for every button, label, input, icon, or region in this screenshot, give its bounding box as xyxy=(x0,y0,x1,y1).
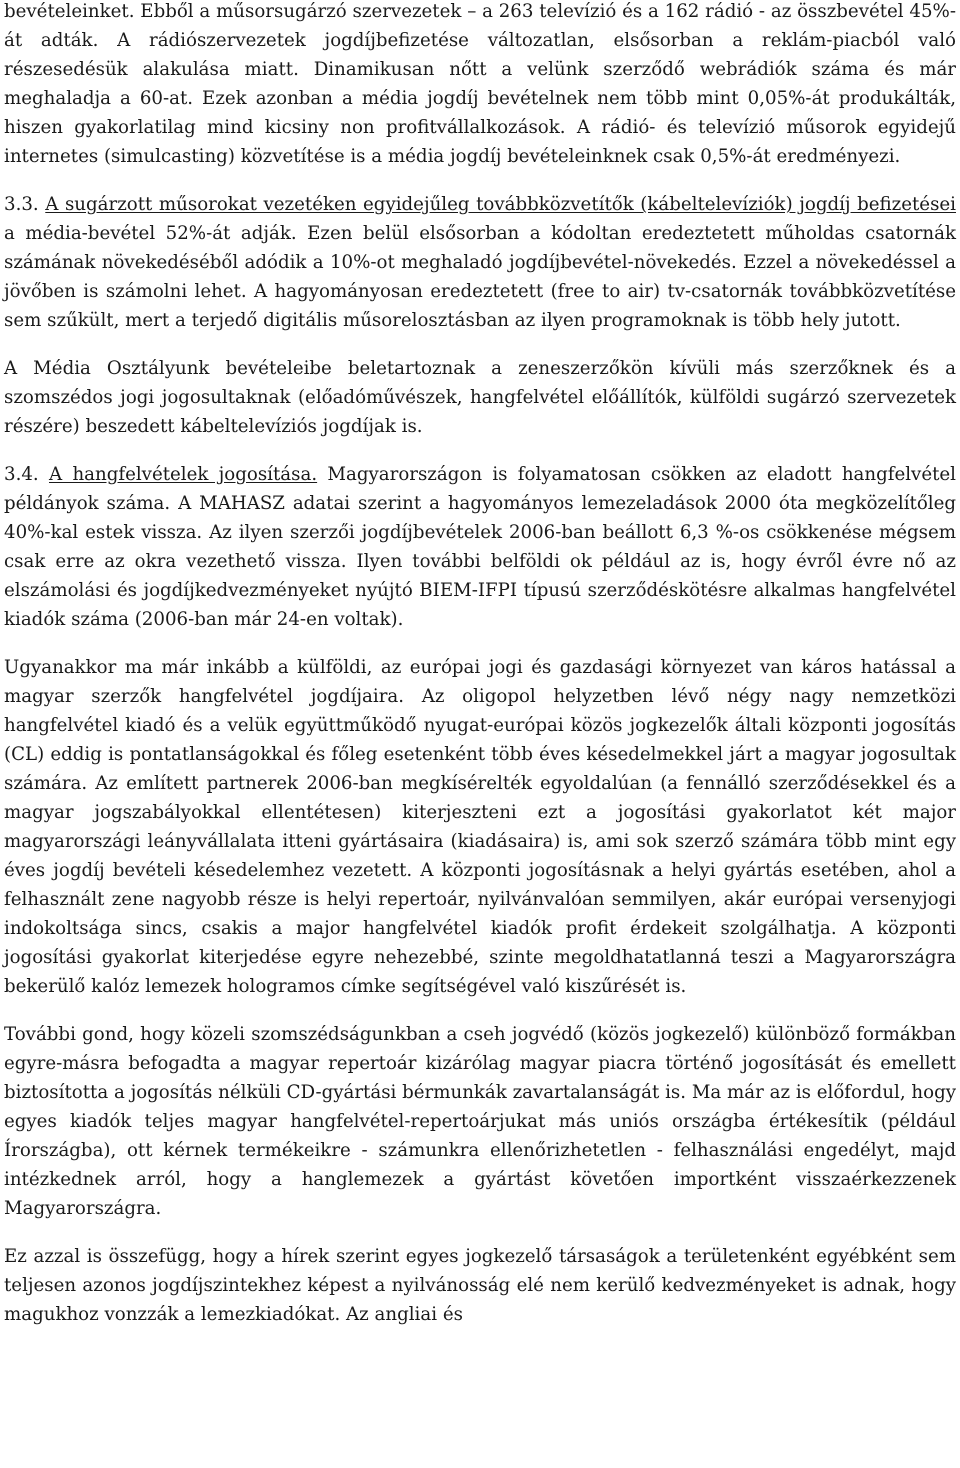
section-number-3-4: 3.4. xyxy=(4,464,39,485)
section-number-3-3: 3.3. xyxy=(4,194,39,215)
paragraph-text: a média-bevétel 52%-át adják. Ezen belül elsősorban a kódoltan eredeztetett műholdas csatornák számának növekedéséből adódik a 10%-ot meghaladó jogdíjbevétel-növekedés. Ezzel a növekedéssel a jövőben is számolni lehet. A hagyományosan eredeztetett (free to air) tv-csatornák továbbközvetítése sem szűkült, mert a terjedő digitális műsorelosztásban az ilyen programoknak is több hely jutott. xyxy=(4,223,956,331)
paragraph-section-3-3 xyxy=(4,190,956,335)
paragraph-media-department: A Média Osztályunk bevételeibe beletartoznak a zeneszerzőkön kívüli más szerzőknek és a szomszédos jogi jogosultaknak (előadóművészek, hangfelvétel előállítók, külföldi sugárzó szervezetek részére) beszedett kábeltelevíziós jogdíjak is. xyxy=(4,358,956,437)
document-page xyxy=(4,0,956,1348)
paragraph-media-income: bevételeinket. Ebből a műsorsugárzó szervezetek – a 263 televízió és a 162 rádió - az összbevétel 45%-át adták. A rádiószervezetek jogdíjbefizetése változatlan, elsősorban a reklám-piacból való részesedésük alakulása miatt. Dinamikusan nőtt a velünk szerződő webrádiók száma és már meghaladja a 60-at. Ezek azonban a média jogdíj bevételnek nem több mint 0,05%-át produkálták, hiszen gyakorlatilag mind kicsiny non profitvállalkozások. A rádió- és televízió műsorok egyidejű internetes (simulcasting) közvetítése is a média jogdíj bevételeinknek csak 0,5%-át eredményezi. xyxy=(4,1,956,167)
paragraph-section-3-4 xyxy=(4,460,956,634)
section-heading-cable: A sugárzott műsorokat vezetéken egyidejűleg továbbközvetítők (kábeltelevíziók) jogdíj befizetései xyxy=(45,194,956,215)
section-heading-recordings: A hangfelvételek jogosítása. xyxy=(49,464,318,485)
paragraph-czech-collecting: További gond, hogy közeli szomszédságunkban a cseh jogvédő (közös jogkezelő) különböző formákban egyre-másra befogadta a magyar repertoár kizárólag magyar piacra történő jogosítását és emellett biztosította a jogosítás nélküli CD-gyártási bérmunkák zavartalanságát is. Ma már az is előfordul, hogy egyes kiadók teljes magyar hangfelvétel-repertoárjukat más uniós országba értékesítik (például Írországba), ott kérnek termékeikre - számunkra ellenőrizhetetlen - felhasználási engedélyt, majd intézkednek arról, hogy a hanglemezek a gyártást követően importként visszaérkezzenek Magyarországra. xyxy=(4,1024,956,1219)
paragraph-foreign-environment: Ugyanakkor ma már inkább a külföldi, az európai jogi és gazdasági környezet van káros hatással a magyar szerzők hangfelvétel jogdíjaira. Az oligopol helyzetben lévő négy nagy nemzetközi hangfelvétel kiadó és a velük együttműködő nyugat-európai közös jogkezelők általi központi jogosítás (CL) eddig is pontatlanságokkal és főleg esetenként több éves késedelmekkel járt a magyar jogosultak számára. Az említett partnerek 2006-ban megkísérelték egyoldalúan (a fennálló szerződésekkel és a magyar jogszabályokkal ellentétesen) kiterjeszteni ezt a jogosítási gyakorlatot két major magyarországi leányvállalata itteni gyártásaira (kiadásaira) is, ami sok szerző számára több mint egy éves jogdíj bevételi késedelemhez vezetett. A központi jogosításnak a helyi gyártás esetében, ahol a felhasznált zene nagyobb része is helyi repertoár, nyilvánvalóan semmilyen, akár európai versenyjogi indokoltsága sincs, csakis a major hangfelvétel kiadók profit érdekeit szolgálhatja. A központi jogosítási gyakorlat kiterjedése egyre nehezebbé, szinte megoldhatatlanná teszi a Magyarországra bekerülő kalóz lemezek hologramos címke segítségével való kiszűrését is. xyxy=(4,657,956,997)
paragraph-discounts: Ez azzal is összefügg, hogy a hírek szerint egyes jogkezelő társaságok a területenként egyébként sem teljesen azonos jogdíjszintekhez képest a nyilvánosság elé nem kerülő kedvezményeket is adnak, hogy magukhoz vonzzák a lemezkiadókat. Az angliai és xyxy=(4,1246,956,1325)
paragraph-text: Magyarországon is folyamatosan csökken az eladott hangfelvétel példányok száma. A MAHASZ adatai szerint a hagyományos lemezeladások 2000 óta megközelítőleg 40%-kal estek vissza. Az ilyen szerzői jogdíjbevételek 2006-ban beállott 6,3 %-os csökkenése mégsem csak erre az okra vezethető vissza. Ilyen további belföldi ok például az is, hogy évről évre nő az elszámolási és jogdíjkedvezményeket nyújtó BIEM-IFPI típusú szerződéskötésre alkalmas hangfelvétel kiadók száma (2006-ban már 24-en voltak). xyxy=(4,464,956,630)
